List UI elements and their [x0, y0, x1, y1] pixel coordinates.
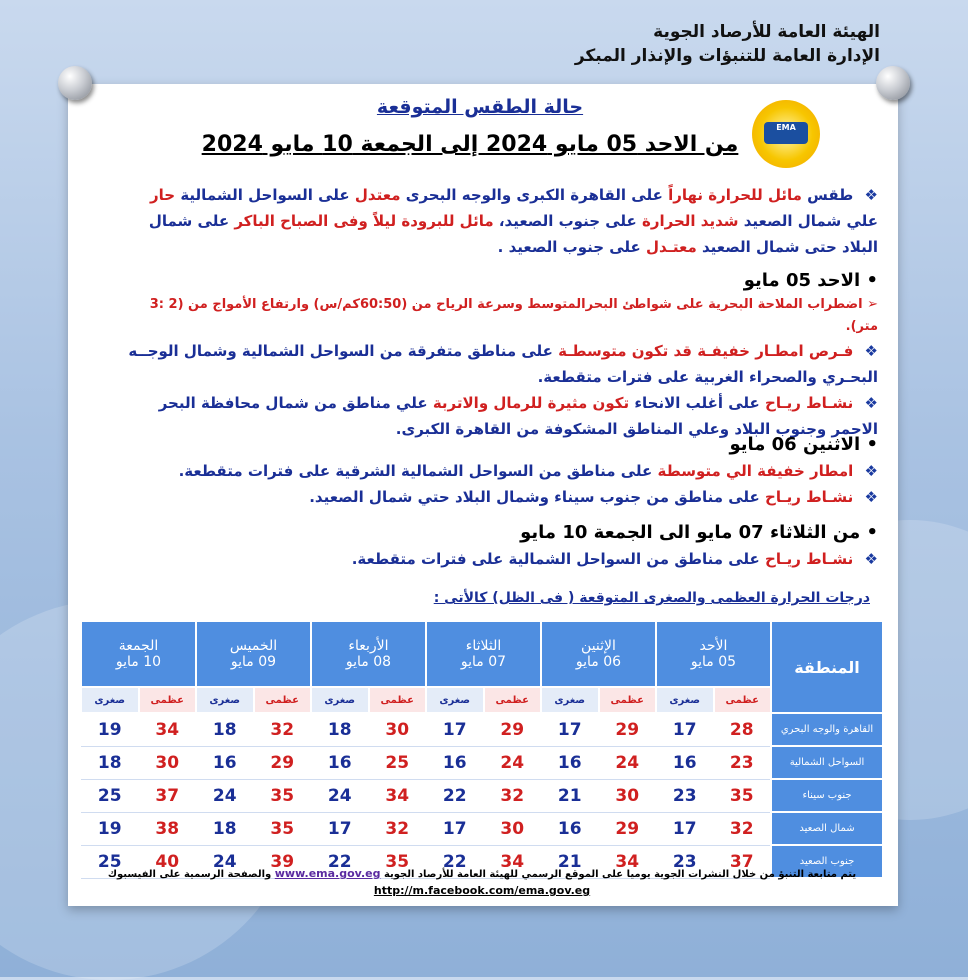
max-temp-cell: 34 [139, 713, 197, 746]
max-temp-cell: 32 [369, 812, 427, 845]
min-temp-cell: 18 [196, 812, 254, 845]
max-temp-cell: 40 [139, 845, 197, 878]
table-row [81, 779, 883, 812]
max-temp-cell: 37 [714, 845, 772, 878]
max-temp-cell: 35 [254, 779, 312, 812]
day-date: 06 مايو [575, 654, 622, 670]
region-name: السواحل الشمالية [771, 746, 883, 779]
arrow-bullet-icon: ➢ [867, 297, 878, 312]
page-title: حالة الطقس المتوقعة [376, 96, 584, 118]
min-temp-cell: 25 [81, 779, 139, 812]
max-temp-cell: 28 [714, 713, 772, 746]
wind-forecast: ❖ نشـاط ريـاح على مناطق من جنوب سيناء وشمال البلاد حتي شمال الصعيد. [309, 488, 878, 506]
day-date: 05 مايو [690, 654, 737, 670]
max-temp-cell: 29 [599, 713, 657, 746]
temperature-table [80, 620, 884, 879]
org-department: الإدارة العامة للتنبؤات والإنذار المبكر [574, 46, 880, 66]
day-name: الأحد [699, 638, 728, 654]
min-temp-label: صغرى [656, 687, 714, 713]
min-temp-cell: 22 [426, 845, 484, 878]
day-name: الثلاثاء [465, 638, 502, 654]
max-temp-cell: 35 [714, 779, 772, 812]
min-temp-cell: 18 [196, 713, 254, 746]
max-temp-label: عظمى [599, 687, 657, 713]
max-temp-cell: 37 [139, 779, 197, 812]
min-temp-cell: 23 [656, 779, 714, 812]
max-temp-cell: 29 [254, 746, 312, 779]
organization-header [575, 20, 880, 68]
min-temp-label: صغرى [196, 687, 254, 713]
day-name: الأربعاء [348, 638, 389, 654]
day-column-header [656, 621, 771, 687]
max-temp-cell: 25 [369, 746, 427, 779]
day-date: 08 مايو [345, 654, 392, 670]
footer-text: يتم متابعة التنبؤ من خلال النشرات الجوية يوميا على الموقع الرسمي للهيئة العامة للأرصاد الجوية [383, 869, 857, 880]
min-temp-cell: 22 [311, 845, 369, 878]
diamond-bullet-icon: ❖ [864, 488, 878, 506]
day-date: 10 مايو [115, 654, 162, 670]
min-temp-cell: 16 [541, 812, 599, 845]
max-temp-cell: 34 [484, 845, 542, 878]
day-name: الإثنين [581, 638, 616, 654]
max-temp-cell: 29 [484, 713, 542, 746]
min-temp-cell: 16 [426, 746, 484, 779]
footer-text: والصفحة الرسمية على الفيسبوك [107, 869, 272, 880]
day-column-header [311, 621, 426, 687]
pushpin-icon [58, 66, 92, 100]
day-sunday-section [118, 268, 878, 442]
day-column-header [196, 621, 311, 687]
min-temp-label: صغرى [311, 687, 369, 713]
min-temp-cell: 21 [541, 845, 599, 878]
min-temp-cell: 24 [196, 779, 254, 812]
website-link[interactable]: www.ema.gov.eg [274, 867, 381, 880]
min-temp-cell: 17 [311, 812, 369, 845]
min-temp-cell: 23 [656, 845, 714, 878]
facebook-link[interactable]: http://m.facebook.com/ema.gov.eg [373, 884, 591, 897]
min-temp-label: صغرى [426, 687, 484, 713]
diamond-bullet-icon: ❖ [864, 342, 878, 360]
max-temp-label: عظمى [369, 687, 427, 713]
max-temp-cell: 32 [714, 812, 772, 845]
region-column-header: المنطقة [771, 621, 883, 713]
forecast-period: من الاحد 05 مايو 2024 إلى الجمعة 10 مايو 2024 [201, 132, 739, 157]
min-temp-cell: 19 [81, 713, 139, 746]
day-heading: • الاحد 05 مايو [743, 270, 878, 291]
min-temp-cell: 16 [541, 746, 599, 779]
max-temp-cell: 23 [714, 746, 772, 779]
min-temp-cell: 16 [656, 746, 714, 779]
max-temp-cell: 30 [484, 812, 542, 845]
wind-forecast: ❖ نشـاط ريـاح على مناطق من السواحل الشمالية على فترات متقطعة. [351, 550, 878, 568]
diamond-bullet-icon: ❖ [864, 462, 878, 480]
footer [80, 866, 884, 900]
wind-forecast: ❖ نشـاط ريـاح على أغلب الانحاء تكون مثيرة للرمال والاتربة علي مناطق من شمال محافظة البحر الاحمر وجنوب البلاد وعلي المناطق المشكوفة من القاهرة الكبرى. [158, 394, 878, 438]
max-temp-cell: 24 [599, 746, 657, 779]
table-caption: درجات الحرارة العظمى والصغرى المتوقعة ( فى الظل) كالأتى : [433, 590, 870, 606]
region-name: شمال الصعيد [771, 812, 883, 845]
max-temp-cell: 34 [599, 845, 657, 878]
min-temp-label: صغرى [541, 687, 599, 713]
min-temp-cell: 18 [81, 746, 139, 779]
min-temp-cell: 16 [311, 746, 369, 779]
diamond-bullet-icon: ❖ [864, 394, 878, 412]
day-column-header [541, 621, 656, 687]
region-name: القاهرة والوجه البحري [771, 713, 883, 746]
max-temp-cell: 34 [369, 779, 427, 812]
max-temp-cell: 30 [139, 746, 197, 779]
logo-text: EMA [764, 122, 808, 144]
min-temp-cell: 17 [426, 812, 484, 845]
min-temp-cell: 18 [311, 713, 369, 746]
day-column-header [81, 621, 196, 687]
ema-logo [752, 100, 820, 168]
min-temp-cell: 25 [81, 845, 139, 878]
org-name: الهيئة العامة للأرصاد الجوية [653, 22, 880, 42]
day-heading: • من الثلاثاء 07 مايو الى الجمعة 10 مايو [520, 522, 878, 543]
max-temp-cell: 29 [599, 812, 657, 845]
min-temp-cell: 24 [311, 779, 369, 812]
rain-forecast: ❖ امطار خفيفة الي متوسطة على مناطق من السواحل الشمالية الشرقية على فترات متقطعة. [178, 462, 878, 480]
min-temp-cell: 24 [196, 845, 254, 878]
max-temp-cell: 30 [369, 713, 427, 746]
day-range-section [118, 520, 878, 572]
min-temp-label: صغرى [81, 687, 139, 713]
region-name: جنوب الصعيد [771, 845, 883, 878]
min-temp-cell: 17 [656, 812, 714, 845]
max-temp-label: عظمى [714, 687, 772, 713]
max-temp-cell: 32 [484, 779, 542, 812]
region-name: جنوب سيناء [771, 779, 883, 812]
general-summary: ❖ طقس مائل للحرارة نهاراً على القاهرة الكبرى والوجه البحرى معتدل على السواحل الشمالية حار علي شمال الصعيد شديد الحرارة على جنوب الصعيد، مائل للبرودة ليلاً وفى الصباح الباكر على شمال البلاد حتى شمال الصعيد معتـدل على جنوب الصعيد . [148, 186, 878, 256]
pushpin-icon [876, 66, 910, 100]
max-temp-cell: 35 [254, 812, 312, 845]
max-temp-cell: 24 [484, 746, 542, 779]
day-heading: • الاثنين 06 مايو [729, 434, 878, 455]
day-column-header [426, 621, 541, 687]
day-name: الخميس [229, 638, 278, 654]
min-temp-cell: 17 [541, 713, 599, 746]
max-temp-cell: 38 [139, 812, 197, 845]
max-temp-cell: 32 [254, 713, 312, 746]
min-temp-cell: 21 [541, 779, 599, 812]
max-temp-label: عظمى [254, 687, 312, 713]
min-temp-cell: 16 [196, 746, 254, 779]
min-temp-cell: 17 [426, 713, 484, 746]
rain-forecast: ❖ فـرص امطـار خفيفـة قد تكون متوسطـة على مناطق متفرقة من السواحل الشمالية وشمال الوجــه البحـري والصحراء الغربية على فترات متقطعة. [128, 342, 878, 386]
max-temp-label: عظمى [139, 687, 197, 713]
day-date: 07 مايو [460, 654, 507, 670]
min-temp-cell: 22 [426, 779, 484, 812]
table-row [81, 713, 883, 746]
table-row [81, 812, 883, 845]
diamond-bullet-icon: ❖ [864, 186, 878, 204]
max-temp-cell: 30 [599, 779, 657, 812]
diamond-bullet-icon: ❖ [864, 550, 878, 568]
table-row [81, 746, 883, 779]
day-name: الجمعة [118, 638, 159, 654]
min-temp-cell: 19 [81, 812, 139, 845]
sea-warning: ➢ اضطراب الملاحة البحرية على شواطئ البحرالمتوسط وسرعة الرياح من (60:50كم/س) وارتفاع الأمواج من (2 :3 متر). [149, 297, 878, 334]
day-date: 09 مايو [230, 654, 277, 670]
max-temp-cell: 35 [369, 845, 427, 878]
min-temp-cell: 17 [656, 713, 714, 746]
max-temp-cell: 39 [254, 845, 312, 878]
day-monday-section [118, 432, 878, 510]
max-temp-label: عظمى [484, 687, 542, 713]
